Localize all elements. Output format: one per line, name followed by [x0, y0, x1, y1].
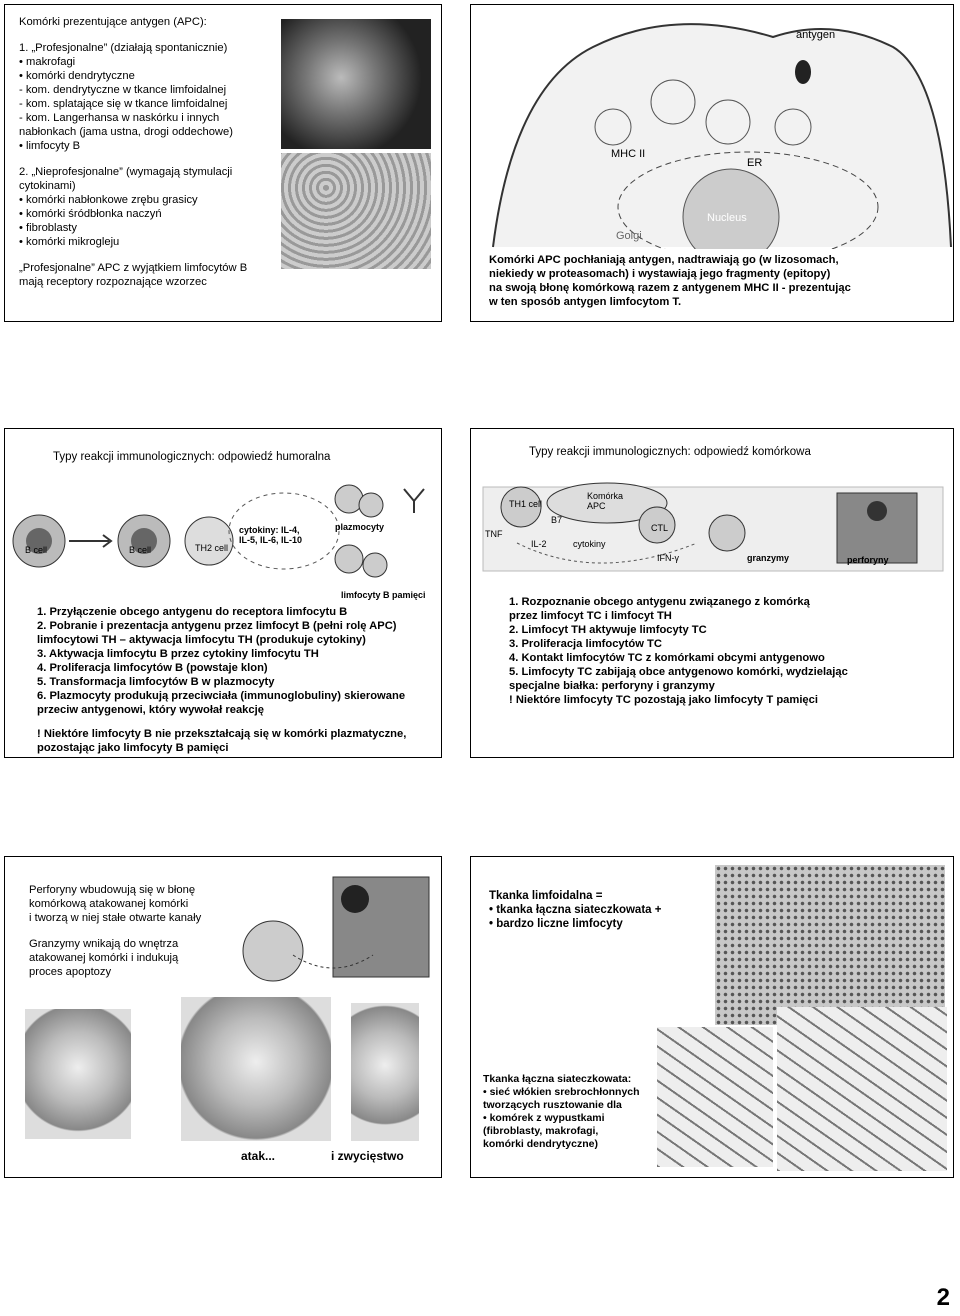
text-line: • komórki mikrogleju	[19, 236, 120, 248]
label-nucleus: Nucleus	[707, 212, 747, 224]
text-line: cytokinami)	[19, 180, 76, 192]
micrograph-attack-2	[181, 997, 331, 1141]
slide3-list	[37, 605, 406, 755]
text-line: Granzymy wnikają do wnętrza	[29, 938, 179, 950]
text-line: • komórek z wypustkami	[483, 1112, 605, 1124]
text-line: • bardzo liczne limfocyty	[489, 918, 623, 930]
slide1-text	[19, 15, 289, 289]
text-line: ! Niektóre limfocyty TC pozostają jako limfocyty T pamięci	[509, 694, 818, 706]
micrograph-attack-1	[25, 1009, 131, 1139]
label-bcell-1: B cell	[25, 545, 48, 555]
text-line: 6. Plazmocyty produkują przeciwciała (immunoglobuliny) skierowane	[37, 690, 406, 702]
slide5-text-1	[29, 883, 201, 925]
text-line: nabłonkach (jama ustna, drogi oddechowe)	[19, 126, 233, 138]
text-line: • komórki śródbłonka naczyń	[19, 208, 162, 220]
label-er: ER	[747, 157, 763, 169]
text-line: - kom. dendrytyczne w tkance limfoidalnej	[19, 84, 227, 96]
text-line: 2. „Nieprofesjonalne” (wymagają stymulacji	[19, 166, 233, 178]
text-line: przeciw antygenowi, który wywołał reakcję	[37, 704, 264, 716]
label-perforins: perforyny	[847, 555, 889, 565]
text-line: 5. Transformacja limfocytów B w plazmocyty	[37, 676, 275, 688]
label-plasma: plazmocyty	[335, 522, 385, 532]
label-apc-1: Komórka	[587, 491, 624, 501]
text-line: • makrofagi	[19, 56, 76, 68]
text-line: • fibroblasty	[19, 222, 78, 234]
spacer	[37, 717, 406, 727]
text-line: - kom. Langerhansa w naskórku i innych	[19, 112, 220, 124]
text-line: - kom. splatające się w tkance limfoidalnej	[19, 98, 228, 110]
text-line: „Profesjonalne” APC z wyjątkiem limfocytów B	[19, 262, 248, 274]
text-line: mają receptory rozpoznające wzorzec	[19, 276, 207, 288]
text-line: Perforyny wbudowują się w błonę	[29, 884, 196, 896]
label-b7: B7	[551, 515, 563, 525]
text-line: i tworzą w niej stałe otwarte kanały	[29, 912, 202, 924]
label-cytokines-2: IL-5, IL-6, IL-10	[239, 535, 303, 545]
text-line: na swoją błonę komórkową razem z antygenem MHC II - prezentując	[489, 282, 851, 294]
slide-lymphoid-tissue	[470, 856, 954, 1178]
text-line: 1. Przyłączenie obcego antygenu do receptora limfocytu B	[37, 606, 348, 618]
label-ifn: IFN-γ	[657, 553, 679, 563]
text-line: • komórki dendrytyczne	[19, 70, 135, 82]
label-cytokines: cytokiny	[573, 539, 606, 549]
label-tnf: TNF	[485, 529, 503, 539]
text-line: 2. Pobranie i prezentacja antygenu przez limfocyt B (pełni rolę APC)	[37, 620, 397, 632]
micrograph-reticular-fibers	[777, 1007, 947, 1171]
text-line: 1. „Profesjonalne” (działają spontanicznie)	[19, 42, 228, 54]
micrograph-lymphoid-tissue	[715, 865, 945, 1025]
micrograph-dendritic-cell	[281, 19, 431, 149]
label-cytokines: cytokiny: IL-4,	[239, 525, 300, 535]
text-line: • limfocyty B	[19, 140, 81, 152]
text-line: komórkową atakowanej komórki	[29, 898, 189, 910]
text-line: atakowanej komórki i indukują	[29, 952, 179, 964]
text-line: limfocytowi TH – aktywacja limfocytu TH (produkuje cytokiny)	[37, 634, 366, 646]
text-line: 3. Aktywacja limfocytu B przez cytokiny limfocytu TH	[37, 648, 319, 660]
label-memory: limfocyty B pamięci	[341, 590, 426, 600]
spacer	[19, 249, 289, 261]
label-granzymes: granzymy	[747, 553, 790, 563]
label-mhc: MHC II	[611, 148, 646, 160]
slide-apc-types	[4, 4, 442, 322]
slide4-list	[509, 595, 848, 707]
caption-attack: atak...	[241, 1149, 276, 1163]
text-line: niekiedy w proteasomach) i wystawiają jego fragmenty (epitopy)	[489, 268, 831, 280]
text-line: Komórki APC pochłaniają antygen, nadtrawiają go (w lizosomach,	[489, 254, 839, 266]
text-line: • tkanka łączna siateczkowata +	[489, 904, 662, 916]
slide2-text	[489, 253, 851, 309]
label-ctl: CTL	[651, 523, 669, 533]
text-line: tworzących rusztowanie dla	[483, 1099, 622, 1111]
text-line: pozostając jako limfocyty B pamięci	[37, 742, 229, 754]
text-line: 4. Kontakt limfocytów TC z komórkami obcymi antygenowo	[509, 652, 825, 664]
label-apc-2: APC	[587, 501, 606, 511]
label-bcell-2: B cell	[129, 545, 152, 555]
label-th2: TH2 cell	[195, 543, 229, 553]
slide3-title: Typy reakcji immunologicznych: odpowiedź humoralna	[53, 451, 331, 463]
text-line: Tkanka limfoidalna =	[489, 890, 603, 902]
drawing-reticular-tissue	[657, 1027, 773, 1167]
text-line: ! Niektóre limfocyty B nie przekształcają się w komórki plazmatyczne,	[37, 728, 407, 740]
text-line: specjalne białka: perforyny i granzymy	[509, 680, 715, 692]
slide4-title: Typy reakcji immunologicznych: odpowiedź komórkowa	[529, 446, 811, 458]
page-number: 2	[936, 1284, 950, 1311]
slide-antigen-presentation	[470, 4, 954, 322]
text-line: • komórki nabłonkowe zrębu grasicy	[19, 194, 198, 206]
text-line: 4. Proliferacja limfocytów B (powstaje klon)	[37, 662, 268, 674]
spacer	[19, 153, 289, 165]
label-golgi: Golgi	[616, 230, 642, 242]
text-line: • sieć włókien srebrochłonnych	[483, 1086, 640, 1098]
label-il2: IL-2	[531, 539, 547, 549]
micrograph-victory	[351, 1003, 419, 1141]
slide6-text-2	[483, 1073, 640, 1151]
text-line: proces apoptozy	[29, 966, 112, 978]
text-line: komórki dendrytyczne)	[483, 1138, 598, 1150]
slide5-text-2	[29, 937, 178, 979]
text-line: Tkanka łączna siateczkowata:	[483, 1073, 632, 1085]
label-antigen: antygen	[796, 29, 836, 41]
text-line: 2. Limfocyt TH aktywuje limfocyty TC	[509, 624, 707, 636]
text-line: 3. Proliferacja limfocytów TC	[509, 638, 662, 650]
slide1-title: Komórki prezentujące antygen (APC):	[19, 16, 207, 28]
text-line: 1. Rozpoznanie obcego antygenu związanego z komórką	[509, 596, 810, 608]
text-line: w ten sposób antygen limfocytom T.	[489, 296, 682, 308]
caption-victory: i zwycięstwo	[331, 1149, 404, 1163]
slide-humoral-response	[4, 428, 442, 758]
perforin-diagram	[233, 871, 433, 991]
slide-cellular-response	[470, 428, 954, 758]
text-line: 5. Limfocyty TC zabijają obce antygenowo komórki, wydzielając	[509, 666, 848, 678]
label-th1: TH1 cell	[509, 499, 543, 509]
text-line: (fibroblasty, makrofagi,	[483, 1125, 599, 1137]
slide-perforins-granzymes	[4, 856, 442, 1178]
slide6-text-1	[489, 889, 661, 931]
micrograph-tissue	[281, 153, 431, 269]
text-line: przez limfocyt TC i limfocyt TH	[509, 610, 672, 622]
